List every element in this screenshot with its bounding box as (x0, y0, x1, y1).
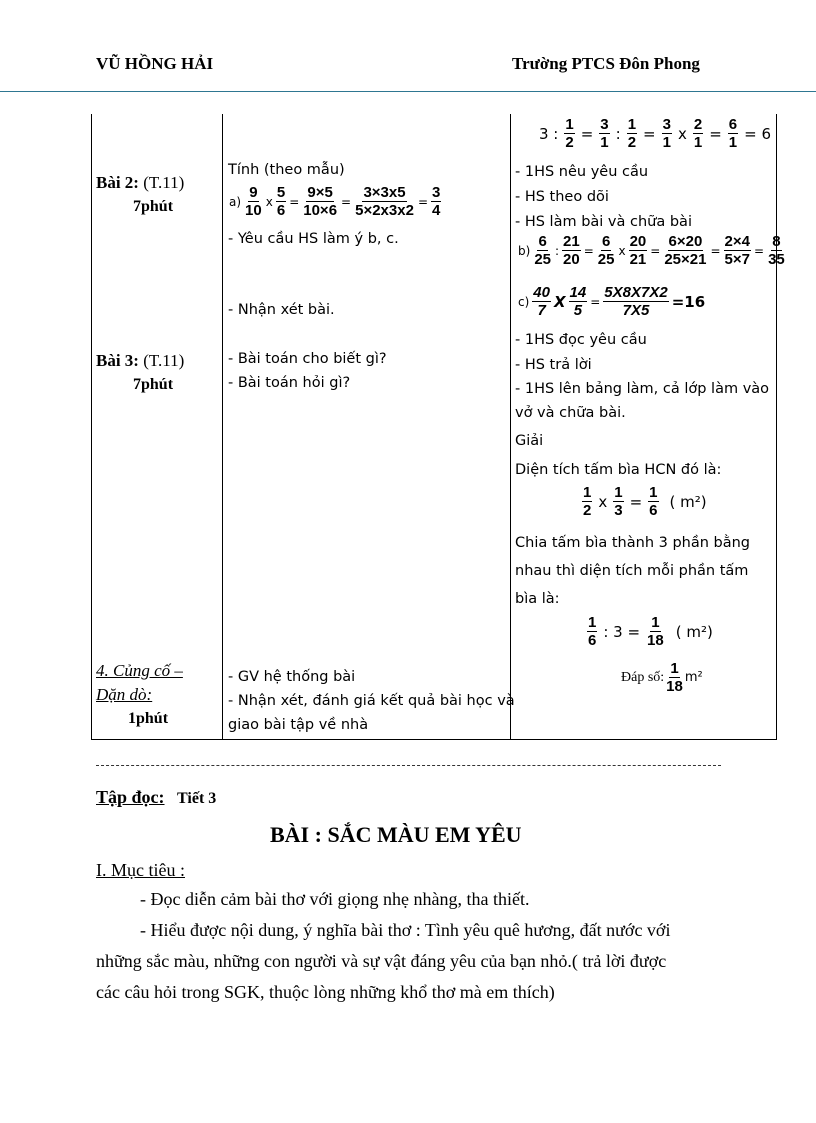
header-school: Trường PTCS Đôn Phong (512, 54, 700, 73)
chia-line-2: nhau thì diện tích mỗi phần tấm (515, 563, 749, 579)
question-asked: - Bài toán hỏi gì? (228, 375, 351, 391)
objective-2-line-3: các câu hỏi trong SGK, thuộc lòng những khổ thơ mà em thích) (96, 982, 555, 1002)
step-3: - HS làm bài và chữa bài (515, 214, 692, 230)
cungco-time: 1phút (128, 710, 169, 727)
example-a-expression: a) 9 10 x $\frac{5}{6}$ = $\frac{9\times 5}{10\times 6}$ = $\frac{3\times 3x5}{5\times 2x3x2}$ = $\frac{3}{4}$ (229, 184, 441, 219)
cungco-heading-2: Dặn dò: (96, 685, 153, 704)
dien-tich-label: Diện tích tấm bìa HCN đó là: (515, 462, 722, 478)
section-heading: I. Mục tiêu : (96, 860, 185, 880)
gv-he-thong: - GV hệ thống bài (228, 669, 356, 685)
example-c-expression: c) 40 7 X $\frac{14}{5}$ = $\frac{5X8X7X2}{7X5}$ =16 (518, 284, 706, 319)
table-border-right (776, 114, 777, 740)
lesson-subject-line (96, 787, 216, 808)
step-6b: vở và chữa bài. (515, 405, 626, 421)
nhan-xet-bai: - Nhận xét bài. (228, 302, 335, 318)
table-border-bottom (91, 739, 777, 740)
calc-2: 1 6 : 3 = $\frac{1}{18}$ ( m²) (588, 614, 713, 649)
subject-label: Tập đọc: (96, 787, 165, 807)
step-6a: - 1HS lên bảng làm, cả lớp làm vào (515, 381, 770, 397)
table-divider-1 (222, 114, 223, 740)
header-author: VŨ HỒNG HẢI (96, 54, 214, 73)
bai2-time: 7phút (133, 198, 174, 215)
dap-so: Đáp số: 1 18 m² (621, 660, 703, 695)
yeu-cau-text: - Yêu cầu HS làm ý b, c. (228, 231, 399, 247)
period-label: Tiết 3 (177, 790, 217, 807)
header-rule (0, 91, 816, 92)
step-1: - 1HS nêu yêu cầu (515, 164, 649, 180)
chia-line-1: Chia tấm bìa thành 3 phần bằng (515, 535, 751, 551)
chia-line-3: bìa là: (515, 591, 560, 607)
objective-1: - Đọc diễn cảm bài thơ với giọng nhẹ nhàng, tha thiết. (140, 889, 530, 909)
step-4: - 1HS đọc yêu cầu (515, 332, 647, 348)
lesson-title: BÀI : SẮC MÀU EM YÊU (270, 822, 522, 847)
step-5: - HS trả lời (515, 357, 592, 373)
bai3-time: 7phút (133, 376, 174, 393)
giai-label: Giải (515, 433, 544, 449)
lesson-plan-table (91, 114, 785, 740)
calc-1: 1 2 x $\frac{1}{3}$ = $\frac{1}{6}$ ( m²) (583, 484, 707, 519)
tinh-theo-mau: Tính (theo mẫu) (228, 162, 345, 178)
table-border-left (91, 114, 92, 740)
bai2-heading: Bài 2: (T.11) (96, 173, 185, 192)
example-b-expression: b) 6 25 : $\frac{21}{20}$ = $\frac{6}{25}$ x $\frac{20}{21}$ = $\frac{6\times 20}{25\times 21}$ = $\frac{2\times 4}{5\times 7}$ = $\frac{8}{35}$ (518, 233, 785, 268)
cungco-heading-1: 4. Củng cố – (96, 661, 183, 680)
objective-2-line-1: - Hiểu được nội dung, ý nghĩa bài thơ : Tình yêu quê hương, đất nước với (140, 920, 671, 940)
nhan-xet-danh-gia-2: giao bài tập về nhà (228, 717, 369, 733)
objective-2-line-2: những sắc màu, những con người và sự vật đáng yêu của bạn nhỏ.( trả lời được (96, 951, 667, 971)
question-given: - Bài toán cho biết gì? (228, 351, 387, 367)
step-2: - HS theo dõi (515, 189, 609, 205)
nhan-xet-danh-gia-1: - Nhận xét, đánh giá kết quả bài học và (228, 693, 515, 709)
table-divider-2 (510, 114, 511, 740)
bai3-heading: Bài 3: (T.11) (96, 351, 185, 370)
section-separator (96, 765, 721, 766)
top-expression: 3 : $\frac{1}{2}$ = $\frac{3}{1}$ : $\frac{1}{2}$ = $\frac{3}{1}$ x $\frac{2}{1}$ = $\frac{6}{1}$ = 6 (539, 116, 772, 151)
